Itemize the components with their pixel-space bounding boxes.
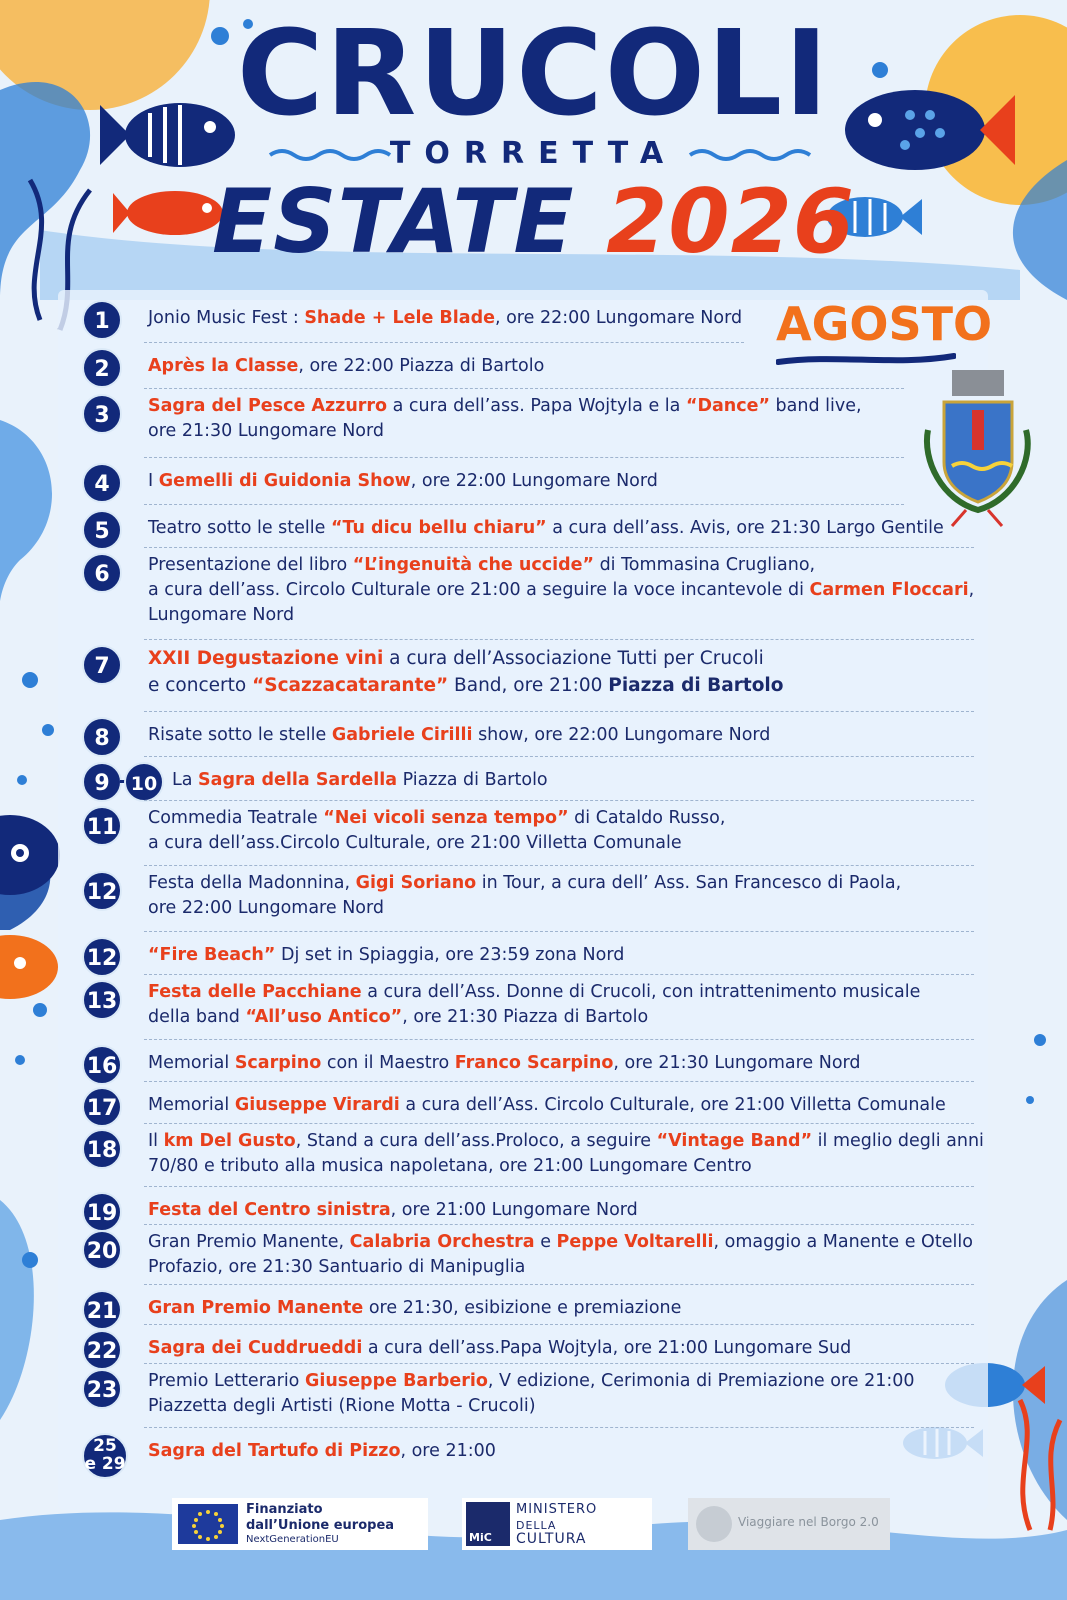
event-highlight: “All’uso Antico” [245,1007,403,1027]
event-line [148,980,920,1005]
event-separator [144,931,974,932]
event-line [148,672,783,699]
event-line [148,871,901,896]
day-badge: 11 [82,806,122,846]
eu-funding-logo [172,1498,428,1550]
event-text: a cura dell’Ass. Donne di Crucoli, con intrattenimento musicale [361,982,921,1002]
event-text: a cura dell’ass. Papa Wojtyla e la [387,396,686,416]
day-badge: 18 [82,1129,122,1169]
event-line [148,1230,973,1255]
event-text: , ore 22:00 Lungomare Nord [410,471,658,491]
event-line [148,645,783,672]
ministry-logo [462,1498,652,1550]
event-line [148,394,862,419]
event-text: a cura dell’ass. Circolo Culturale ore 21:00 a seguire la voce incantevole di [148,580,810,600]
event-text: Presentazione del libro [148,555,353,575]
event-line [172,768,548,793]
event-highlight: “L’ingenuità che uccide” [352,555,594,575]
event-text: ore 22:00 Lungomare Nord [148,898,384,918]
event-text: di Cataldo Russo, [568,808,726,828]
event-text: , [968,580,975,600]
event-venue: Piazza di Bartolo [608,675,784,696]
event-separator [144,1284,974,1285]
event-separator [144,800,974,801]
event-highlight: “Scazzacatarante” [252,675,449,696]
event-text: , ore 21:00 Lungomare Nord [390,1200,638,1220]
mic-text-1: MINISTERO [516,1502,598,1517]
event-separator [144,342,744,343]
event-description [148,943,624,968]
event-description [148,516,944,541]
event-text: , ore 21:30 Lungomare Nord [613,1053,861,1073]
event-text: , V edizione, Cerimonia di Premiazione ore 21:00 [487,1371,915,1391]
event-highlight: Festa delle Pacchiane [148,982,362,1002]
event-line [148,603,974,628]
event-text: Piazzetta degli Artisti (Rione Motta - Crucoli) [148,1396,536,1416]
event-text: Festa della Madonnina, [148,873,356,893]
event-text: di Tommasina Crugliano, [594,555,816,575]
borgo-logo [688,1498,890,1550]
event-text: show, ore 22:00 Lungomare Nord [472,725,771,745]
season-word: ESTATE [211,170,575,273]
day-badge: 2 [82,348,122,388]
day-badge: 16 [82,1045,122,1085]
event-text: Gran Premio Manente, [148,1232,350,1252]
event-text: , ore 22:00 Piazza di Bartolo [298,356,545,376]
month-label: AGOSTO [776,297,993,351]
event-text: La [172,770,199,790]
event-separator [144,547,974,548]
event-line [148,1369,915,1394]
event-highlight: Calabria Orchestra [349,1232,535,1252]
day-badge: 7 [82,645,122,685]
event-text: Premio Letterario [148,1371,305,1391]
day-badge: 20 [82,1230,122,1270]
event-line [148,831,725,856]
event-highlight: Gemelli di Guidonia Show [158,471,411,491]
day-badge: 6 [82,553,122,593]
day-badge: 21 [82,1290,122,1330]
event-highlight: Carmen Floccari [809,580,969,600]
event-line [148,1336,851,1361]
municipal-crest-icon [922,370,1032,530]
season-title [0,172,1067,272]
event-separator [144,1324,974,1325]
eu-flag-icon [178,1504,238,1544]
event-highlight: Shade + Lele Blade [304,308,495,328]
event-text: e concerto [148,675,253,696]
fish-icon-edge-blue [0,815,60,895]
day-badge: 1 [82,300,122,340]
event-text: Commedia Teatrale [148,808,324,828]
event-text: Teatro sotto le stelle [148,518,331,538]
event-separator [144,1039,974,1040]
event-text: Band, ore 21:00 [448,675,609,696]
event-highlight: Gabriele Cirilli [331,725,473,745]
wave-left-mid [0,420,52,640]
event-separator [144,457,904,458]
event-highlight: Sagra dei Cuddrueddi [148,1338,363,1358]
event-text: Profazio, ore 21:30 Santuario di Manipuglia [148,1257,526,1277]
event-highlight: Sagra della Sardella [198,770,398,790]
eu-text-3: NextGenerationEU [246,1534,339,1545]
eu-text-1: Finanziato [246,1502,323,1517]
event-description [148,1369,915,1419]
day-badge [82,1433,128,1479]
event-separator [144,1186,974,1187]
event-highlight: “Fire Beach” [148,945,276,965]
event-line [148,723,770,748]
event-separator [144,1363,974,1364]
event-description [148,354,544,379]
event-text: con il Maestro [321,1053,455,1073]
event-text: a cura dell’Ass. Circolo Culturale, ore 21:00 Villetta Comunale [399,1095,946,1115]
event-highlight: Franco Scarpino [454,1053,614,1073]
event-line [148,306,742,331]
day-badge: 17 [82,1087,122,1127]
event-description [148,980,920,1030]
event-text: a cura dell’ass. Avis, ore 21:30 Largo Gentile [546,518,944,538]
event-description [148,469,658,494]
event-line [148,1154,984,1179]
day-badge-second: 10 [124,762,164,802]
event-text: ore 21:30, esibizione e premiazione [363,1298,682,1318]
day-badge: 4 [82,463,122,503]
event-text: Memorial [148,1053,235,1073]
day-badge: 9 [82,762,122,802]
event-highlight: XXII Degustazione vini [148,648,384,669]
event-separator [144,1224,974,1225]
event-highlight: “Nei vicoli senza tempo” [323,808,569,828]
event-text: della band [148,1007,246,1027]
event-text: , ore 22:00 Lungomare Nord [494,308,743,328]
event-separator [144,1123,974,1124]
event-line [148,1198,638,1223]
event-text: Il [148,1131,164,1151]
event-text: Piazza di Bartolo [397,770,548,790]
event-highlight: Sagra del Pesce Azzurro [148,396,388,416]
event-text: Risate sotto le stelle [148,725,332,745]
event-highlight: Gigi Soriano [355,873,477,893]
event-description [172,768,548,793]
event-separator [144,639,974,640]
mic-short: MiC [469,1531,492,1544]
event-description [148,1296,681,1321]
event-description [148,723,770,748]
mic-logo-icon [466,1502,510,1546]
event-separator [144,1081,974,1082]
event-line [148,806,725,831]
event-separator [144,756,974,757]
event-description [148,394,862,444]
event-line [148,419,862,444]
event-text: , ore 21:00 [400,1441,496,1461]
event-line [148,1255,973,1280]
event-text: a cura dell’ass.Papa Wojtyla, ore 21:00 Lungomare Sud [362,1338,852,1358]
day-badge: 3 [82,394,122,434]
event-line [148,1005,920,1030]
event-highlight: Gran Premio Manente [148,1298,364,1318]
event-separator [144,711,974,712]
event-line [148,1296,681,1321]
day-badge: 13 [82,980,122,1020]
day-number-second: e 29 [84,1454,126,1474]
event-line [148,553,974,578]
event-text: e [534,1232,557,1252]
event-line [148,516,944,541]
event-highlight: “Tu dicu bellu chiaru” [330,518,547,538]
event-description [148,553,974,628]
event-line [148,469,658,494]
event-line [148,1394,915,1419]
event-separator [144,504,904,505]
event-text: Memorial [148,1095,235,1115]
event-highlight: “Vintage Band” [656,1131,813,1151]
event-line [148,1129,984,1154]
event-separator [144,974,974,975]
event-text: a cura dell’Associazione Tutti per Crucoli [383,648,764,669]
event-description [148,1198,638,1223]
borgo-text: Viaggiare nel Borgo 2.0 [738,1515,879,1529]
town-title: CRUCOLI [236,4,831,142]
event-text: band live, [769,396,862,416]
event-description [148,1336,851,1361]
day-badge: 5 [82,510,122,550]
event-line [148,943,624,968]
event-text: 70/80 e tributo alla musica napoletana, ore 21:00 Lungomare Centro [148,1156,752,1176]
event-text: Dj set in Spiaggia, ore 23:59 zona Nord [275,945,625,965]
event-description [148,1129,984,1179]
event-text: a cura dell’ass.Circolo Culturale, ore 21:00 Villetta Comunale [148,833,682,853]
eu-text-2: dall’Unione europea [246,1518,395,1533]
event-text: , Stand a cura dell’ass.Proloco, a seguire [295,1131,657,1151]
day-badge: 23 [82,1369,122,1409]
event-text: , omaggio a Manente e Otello [713,1232,973,1252]
event-description [148,1093,946,1118]
event-highlight: Giuseppe Barberio [304,1371,488,1391]
event-highlight: Après la Classe [148,356,299,376]
event-highlight: Sagra del Tartufo di Pizzo [148,1441,401,1461]
event-highlight: Peppe Voltarelli [556,1232,714,1252]
event-separator [144,388,904,389]
day-badge: 22 [82,1330,122,1370]
month-underline [776,352,956,368]
locality-title: TORRETTA [389,136,678,171]
season-year: 2026 [606,170,856,273]
event-line [148,354,544,379]
event-description [148,306,742,331]
event-text: Jonio Music Fest : [148,308,305,328]
event-text: in Tour, a cura dell’ Ass. San Francesco di Paola, [476,873,902,893]
fish-icon-edge-orange [0,935,58,999]
event-text: , ore 21:30 Piazza di Bartolo [402,1007,649,1027]
event-line [148,896,901,921]
event-line [148,1093,946,1118]
castle-icon [696,1506,732,1542]
wave-left-bottom [0,1200,34,1420]
mic-text-3: CULTURA [516,1531,587,1547]
event-text: il meglio degli anni [812,1131,984,1151]
day-number: 25 [93,1436,117,1456]
event-highlight: “Dance” [685,396,770,416]
event-text: ore 21:30 Lungomare Nord [148,421,384,441]
day-badge: 19 [82,1192,122,1232]
event-description [148,806,725,856]
event-line [148,1439,496,1464]
event-highlight: Scarpino [234,1053,322,1073]
event-highlight: Festa del Centro sinistra [148,1200,391,1220]
event-text: Lungomare Nord [148,605,295,625]
event-description [148,871,901,921]
event-highlight: Giuseppe Virardi [234,1095,400,1115]
mic-text-2: DELLA [516,1519,557,1532]
event-line [148,1051,861,1076]
day-badge: 8 [82,717,122,757]
day-badge: 12 [82,937,122,977]
event-line [148,578,974,603]
event-description [148,645,783,699]
event-text: I [148,471,159,491]
event-separator [144,1427,974,1428]
event-highlight: km Del Gusto [163,1131,296,1151]
event-description [148,1439,496,1464]
event-description [148,1230,973,1280]
event-separator [144,865,974,866]
day-badge: 12 [82,871,122,911]
event-description [148,1051,861,1076]
